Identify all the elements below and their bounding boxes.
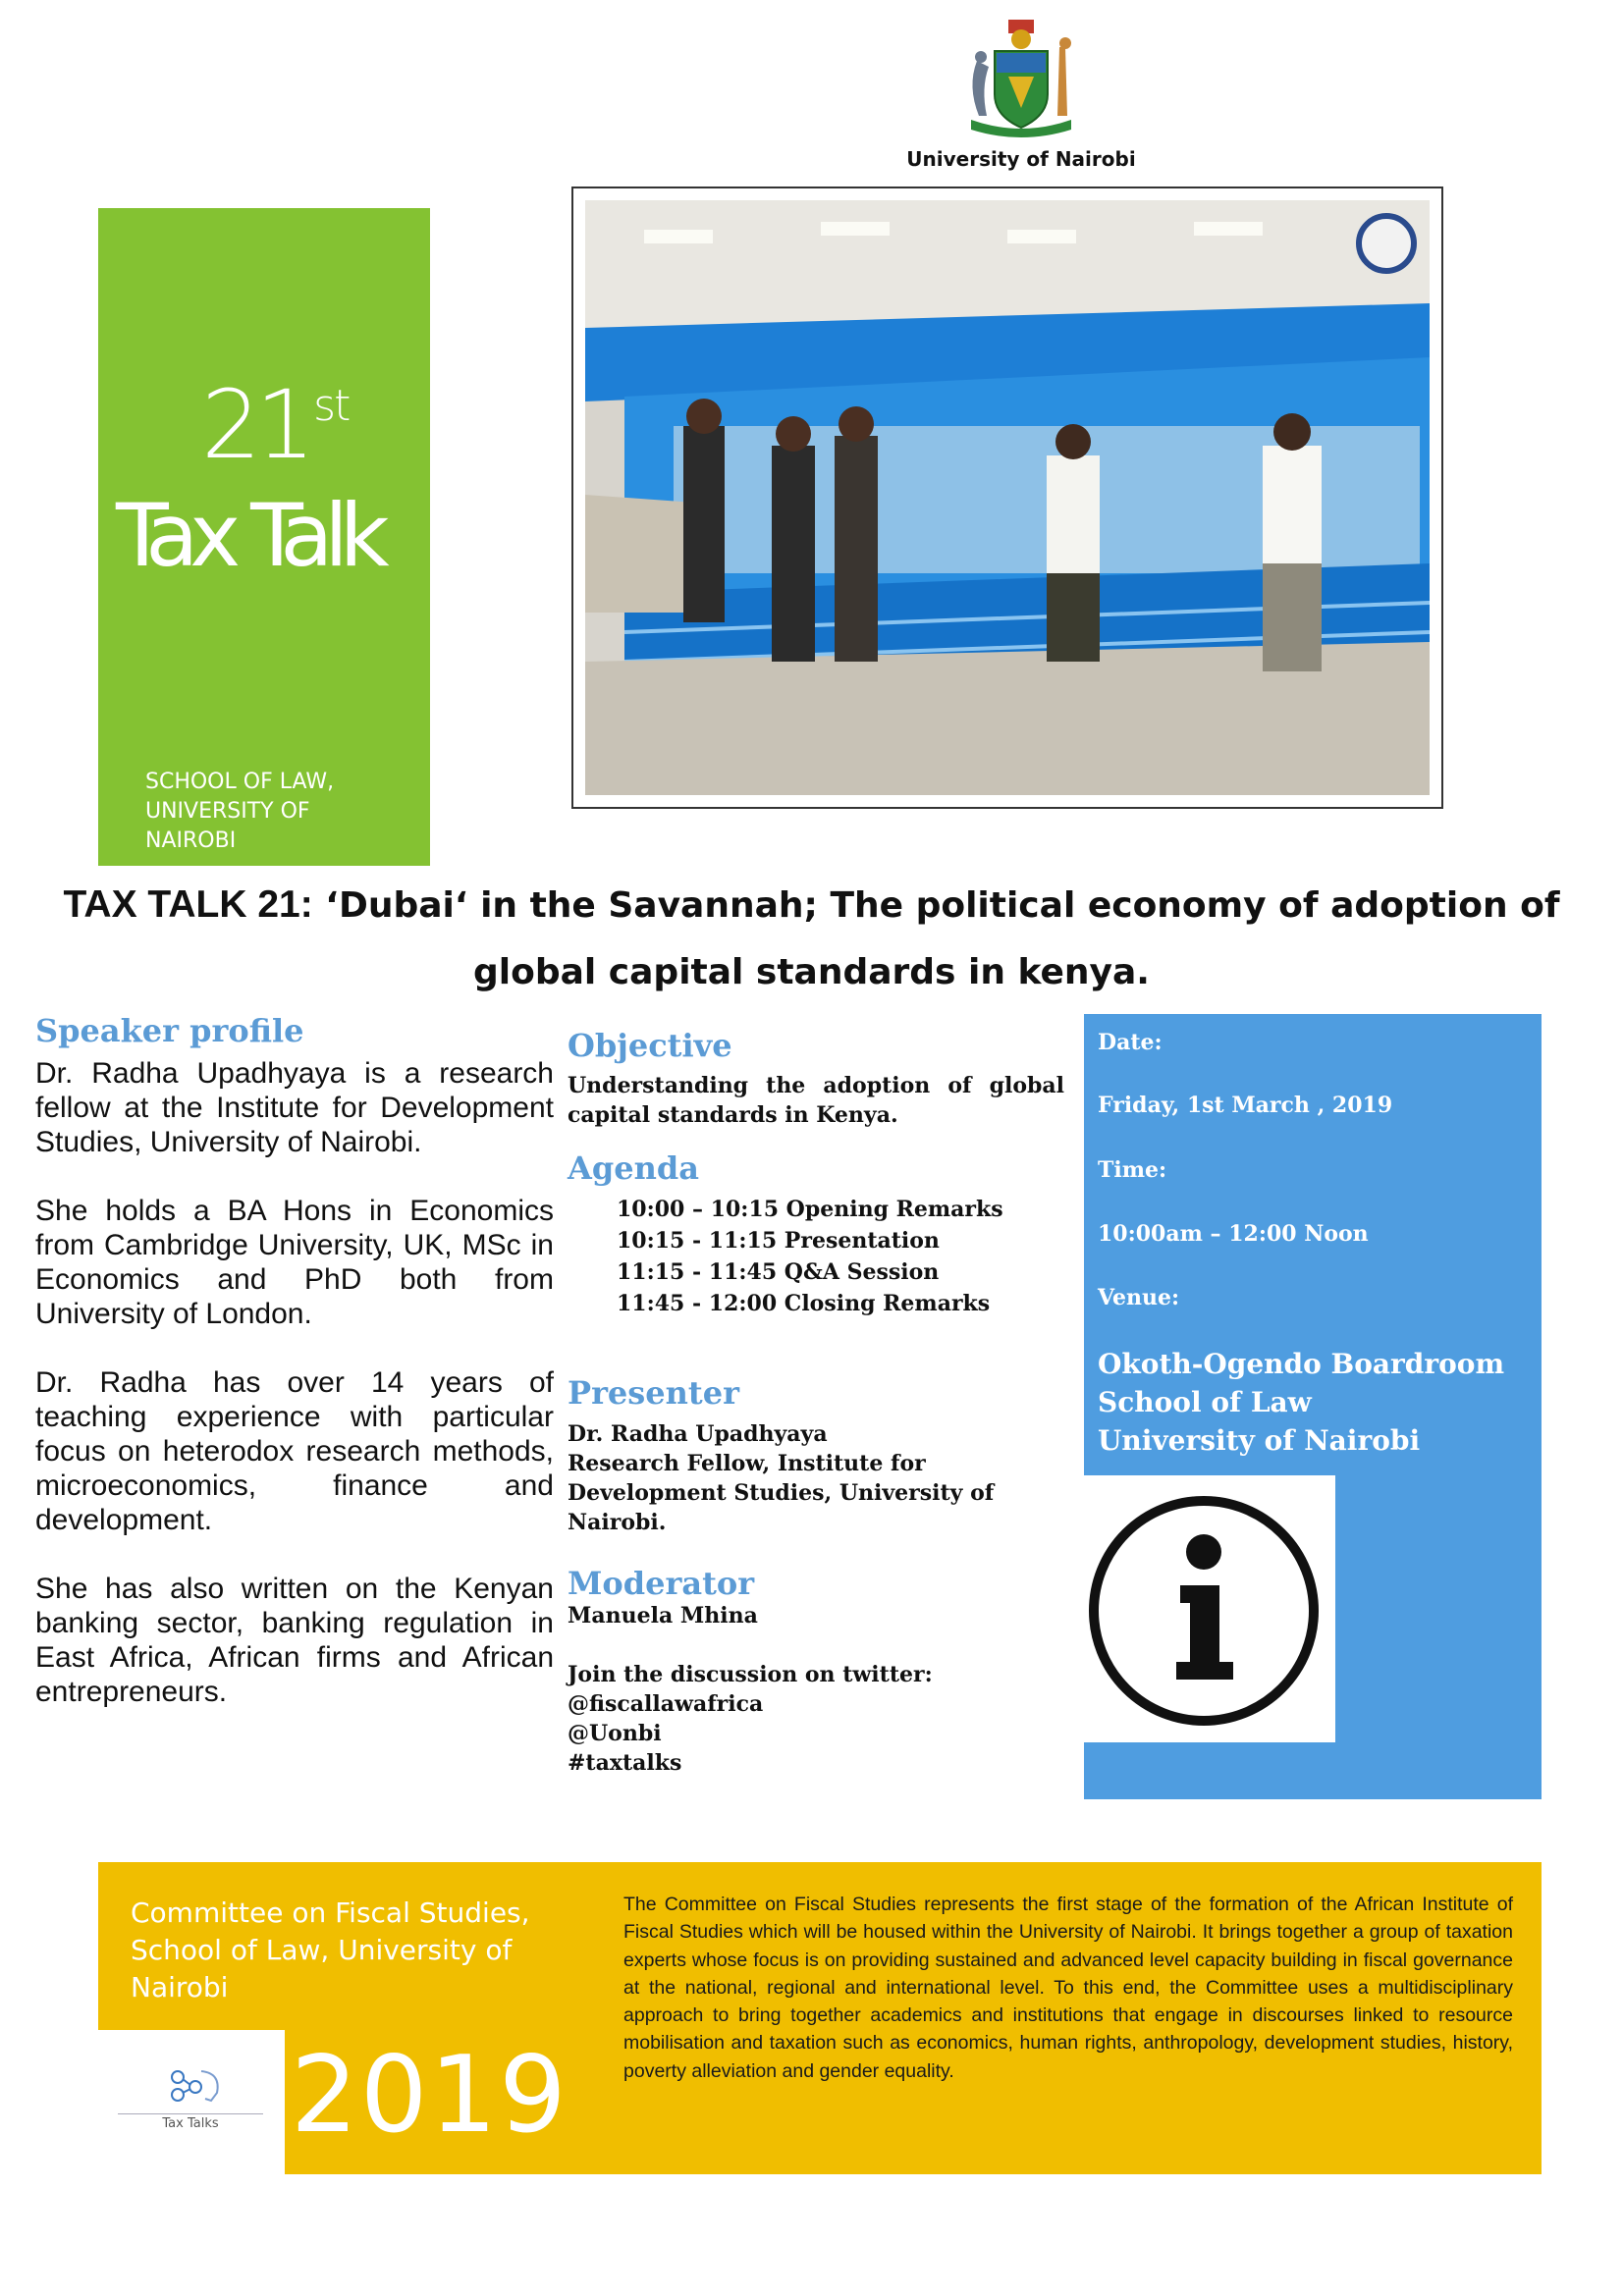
objective-heading: Objective — [568, 1027, 732, 1064]
date-value: Friday, 1st March , 2019 — [1098, 1093, 1393, 1118]
speaker-profile-paragraph: Dr. Radha Upadhyaya is a research fellow at the Institute for Development Studies, University of Nairobi. — [35, 1057, 554, 1159]
event-series-title: Tax Talk — [116, 485, 381, 586]
tax-talks-logo-label: Tax Talks — [118, 2113, 263, 2131]
committee-description: The Committee on Fiscal Studies represents the first stage of the formation of the African Institute of Fiscal Studies which will be housed within the University of Nairobi. It brings together a group of taxation experts whose focus is on providing sustained and advanced level capacity building in fiscal governance at the national, regional and international level. To this end, the Committee uses a multidisciplinary approach to bring together academics and institutions that engage in discourses linked to resource mobilisation and taxation such as economics, human rights, anthropology, development studies, history, poverty alleviation and gender equality. — [623, 1894, 1513, 2082]
twitter-hashtag-taxtalks[interactable]: #taxtalks — [568, 1749, 682, 1776]
presenter-heading: Presenter — [568, 1374, 739, 1413]
venue-line: School of Law — [1098, 1386, 1312, 1418]
presenter-role: Research Fellow, Institute for Development Studies, University of Nairobi. — [568, 1450, 995, 1535]
university-name: University of Nairobi — [906, 147, 1136, 171]
agenda-item: 11:45 - 12:00 Closing Remarks — [617, 1291, 991, 1317]
venue-line: University of Nairobi — [1098, 1424, 1421, 1457]
event-organizer: SCHOOL OF LAW, UNIVERSITY OF NAIROBI — [145, 770, 335, 853]
info-icon — [1084, 1475, 1335, 1742]
speaker-profile-paragraph: Dr. Radha has over 14 years of teaching experience with particular focus on heterodox research methods, microeconomics, finance and development. — [35, 1366, 554, 1537]
venue-line: Okoth-Ogendo Boardroom — [1098, 1348, 1505, 1380]
venue-label: Venue: — [1098, 1285, 1180, 1310]
moderator-heading: Moderator — [568, 1564, 755, 1602]
photo-frame — [571, 187, 1443, 809]
program-section — [568, 1029, 1064, 1778]
coat-of-arms-icon — [957, 18, 1085, 141]
objective-text: Understanding the adoption of global capital standards in Kenya. — [568, 1073, 1064, 1129]
speaker-profile-heading: Speaker profile — [35, 1012, 304, 1049]
event-details-box — [1084, 1014, 1542, 1799]
event-number-suffix: st — [313, 381, 350, 431]
speaker-profile-paragraph: She holds a BA Hons in Economics from Cambridge University, UK, MSc in Economics and PhD both from University of London. — [35, 1195, 554, 1331]
time-label: Time: — [1098, 1157, 1167, 1183]
banking-hall-photo — [585, 200, 1430, 795]
talk-title — [59, 872, 1564, 1006]
talk-title-text: ‘Dubai‘ in the Savannah; The political economy of adoption of global capital standards in kenya. — [325, 885, 1560, 992]
twitter-handle-fiscallawafrica[interactable]: @fiscallawafrica — [568, 1690, 764, 1717]
twitter-intro: Join the discussion on twitter: — [568, 1661, 933, 1687]
tax-talks-logo-icon — [156, 2063, 225, 2107]
event-number-value: 21 — [201, 370, 310, 480]
agenda-item: 10:00 – 10:15 Opening Remarks — [617, 1197, 1003, 1223]
agenda-item: 10:15 - 11:15 Presentation — [617, 1228, 940, 1255]
committee-name: Committee on Fiscal Studies, School of Law, University of Nairobi — [131, 1896, 530, 2003]
talk-title-lead: TAX TALK 21: — [63, 883, 313, 926]
venue-value — [1098, 1345, 1504, 1460]
speaker-profile-section — [35, 1014, 554, 1743]
university-logo — [884, 18, 1159, 175]
time-value: 10:00am – 12:00 Noon — [1098, 1221, 1369, 1247]
event-number — [201, 370, 349, 480]
date-label: Date: — [1098, 1030, 1163, 1055]
info-panel — [1084, 1475, 1335, 1742]
presenter-name: Dr. Radha Upadhyaya — [568, 1420, 828, 1447]
tax-talks-logo — [118, 2063, 263, 2131]
moderator-name: Manuela Mhina — [568, 1602, 758, 1629]
event-title-box — [98, 208, 430, 866]
speaker-profile-paragraph: She has also written on the Kenyan banking sector, banking regulation in East Africa, African firms and African entrepreneurs. — [35, 1573, 554, 1709]
agenda-heading: Agenda — [568, 1149, 699, 1188]
agenda-list — [617, 1194, 1064, 1319]
agenda-item: 11:15 - 11:45 Q&A Session — [617, 1259, 940, 1286]
twitter-handle-uonbi[interactable]: @Uonbi — [568, 1720, 662, 1746]
footer-year: 2019 — [291, 2034, 568, 2157]
